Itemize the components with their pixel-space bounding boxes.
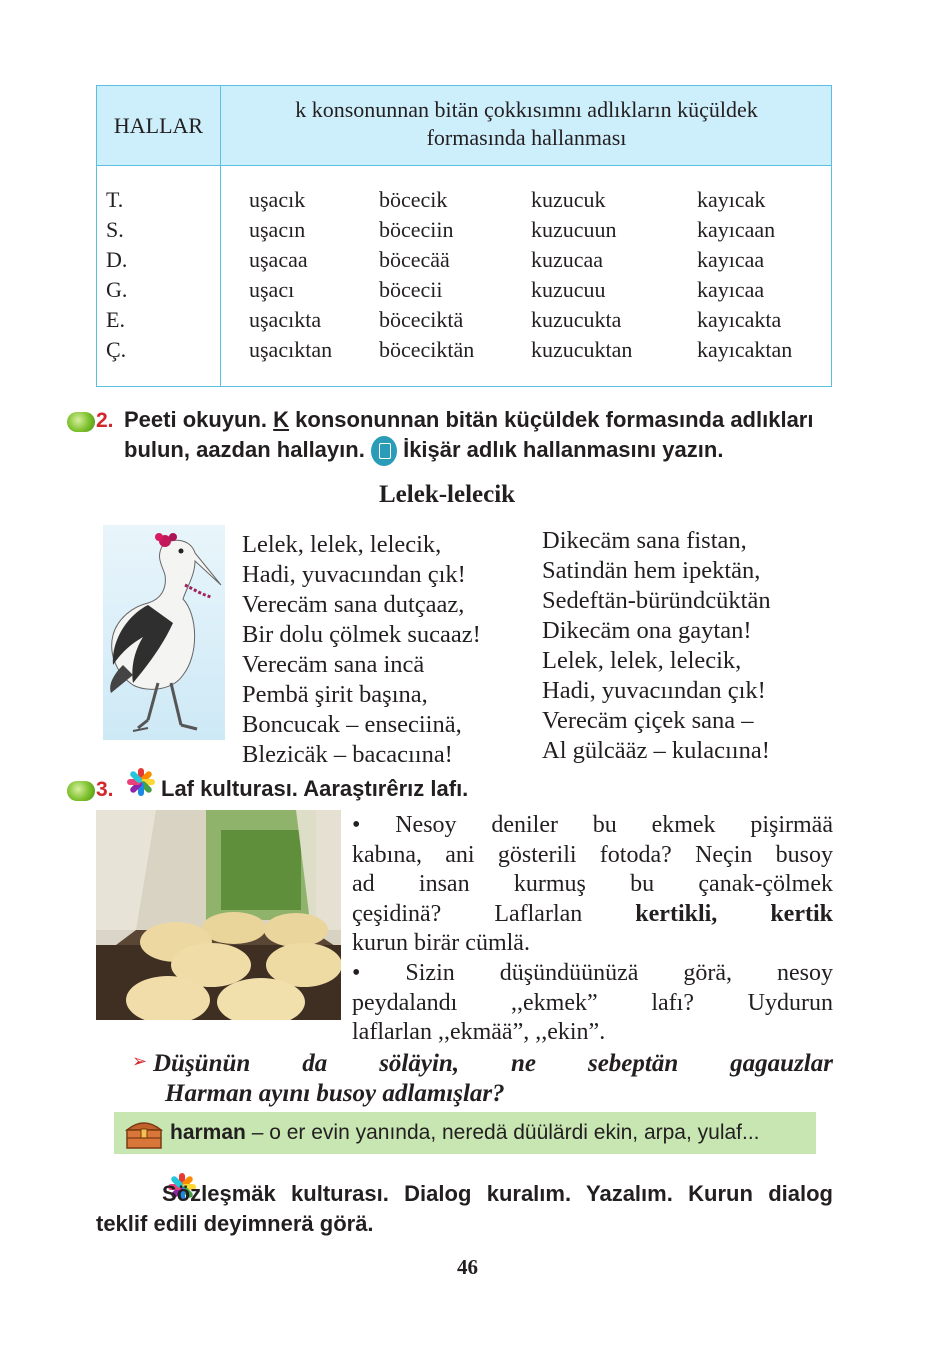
case-label: Ç. bbox=[106, 337, 127, 362]
paragraph-line bbox=[352, 870, 833, 900]
table-cell: uşacıktan bbox=[249, 337, 333, 362]
table-header-title bbox=[222, 96, 831, 152]
stork-illustration bbox=[103, 525, 225, 740]
table-cell: uşacık bbox=[249, 187, 306, 212]
table-cell: kuzucaa bbox=[531, 247, 604, 272]
poem-line: Verecäm çiçek sana – bbox=[542, 707, 754, 734]
table-header-title-line2: formasında hallanması bbox=[426, 125, 627, 150]
paragraph-text: laflarlan ,,ekmää”, ,,ekin”. bbox=[352, 1019, 606, 1046]
table-cell: böceciktä bbox=[379, 307, 464, 332]
table-cell: kayıcaktan bbox=[697, 337, 793, 362]
exercise-2-text-c: bulun, aazdan hallayın. bbox=[124, 437, 365, 462]
exercise-2-k-letter: K bbox=[273, 407, 290, 432]
paragraph-text: kurun birär cümlä. bbox=[352, 930, 530, 957]
exercise-bullet-icon bbox=[67, 412, 95, 432]
poem-title: Lelek-lelecik bbox=[379, 481, 516, 508]
case-label: G. bbox=[106, 277, 128, 302]
glossary-term: harman bbox=[170, 1121, 246, 1144]
poem-line: Verecäm sana incä bbox=[242, 651, 425, 678]
exercise-3-title: Laf kulturası. Aaraştırêrız lafı. bbox=[161, 776, 469, 801]
arrow-bullet-icon: ➢ bbox=[132, 1051, 148, 1072]
poem-right-column bbox=[542, 526, 771, 766]
exercise-2-instruction bbox=[124, 405, 844, 466]
bread-photo-illustration bbox=[96, 810, 341, 1020]
table-cell: uşacaa bbox=[249, 247, 308, 272]
glossary-definition: – o er evin yanında, neredä düülärdi ekin, arpa, yulaf... bbox=[245, 1121, 760, 1144]
poem-line: Satindän hem ipektän, bbox=[542, 557, 761, 584]
table-cell: böcecik bbox=[379, 187, 448, 212]
exercise-3-number: 3. bbox=[96, 778, 114, 801]
paragraph-text: ad insan kurmuş bu çanak-çölmek bbox=[352, 871, 833, 898]
declension-table bbox=[96, 85, 832, 387]
table-header-cases: HALLAR bbox=[113, 112, 204, 138]
table-cell: kayıcakta bbox=[697, 307, 782, 332]
table-header-title-line1: k konsonunnan bitän çokkısımnı adlıkların küçüldek bbox=[295, 97, 758, 122]
poem-line: Dikecäm ona gaytan! bbox=[542, 617, 752, 644]
poem-line: Hadi, yuvacıından çık! bbox=[242, 561, 466, 588]
poem-line: Boncucak – enseciinä, bbox=[242, 711, 462, 738]
table-cell: böceciin bbox=[379, 217, 454, 242]
exercise-2-text-b: konsonunnan bitän küçüldek formasında adlıkları bbox=[289, 407, 814, 432]
poem-left-column bbox=[242, 530, 481, 770]
case-label: T. bbox=[106, 187, 124, 212]
table-divider bbox=[220, 86, 221, 386]
chest-icon-svg bbox=[124, 1116, 164, 1150]
table-cell: kuzucukta bbox=[531, 307, 622, 332]
paragraph-line bbox=[352, 1018, 833, 1048]
paragraph-line bbox=[352, 900, 833, 930]
question-line2: Harman ayını busoy adlamışlar? bbox=[165, 1080, 505, 1107]
flower-icon bbox=[125, 766, 157, 798]
table-cell: uşacıkta bbox=[249, 307, 322, 332]
paragraph-text: kabına, ani gösterili fotoda? Neçin busoy bbox=[352, 841, 833, 868]
table-cell: böcecii bbox=[379, 277, 443, 302]
poem-line: Blezicäk – bacacıına! bbox=[242, 741, 453, 768]
table-cell: kuzucuktan bbox=[531, 337, 633, 362]
table-cell: kuzucuk bbox=[531, 187, 606, 212]
paragraph-line bbox=[352, 841, 833, 871]
paragraph-line bbox=[352, 989, 833, 1019]
table-cell: böceciktän bbox=[379, 337, 475, 362]
paragraph-text: • Sizin düşündüünüzä görä, nesoy bbox=[352, 959, 833, 986]
exercise-bullet-icon bbox=[67, 781, 95, 801]
exercise-3-paragraph bbox=[352, 811, 833, 1048]
exercise-2-number: 2. bbox=[96, 409, 114, 432]
poem-line: Al gülcääz – kulacıına! bbox=[542, 737, 770, 764]
table-cell: böcecää bbox=[379, 247, 450, 272]
case-label: E. bbox=[106, 307, 125, 332]
table-cell: kayıcak bbox=[697, 187, 766, 212]
paragraph-text: • Nesoy deniler bu ekmek pişirmää bbox=[352, 812, 833, 838]
table-cell: kuzucuu bbox=[531, 277, 606, 302]
poem-line: Lelek, lelek, lelecik, bbox=[542, 647, 742, 674]
table-cell: kayıcaa bbox=[697, 277, 765, 302]
table-cell: uşacın bbox=[249, 217, 306, 242]
paragraph-text: çeşidinä? Laflarlan bbox=[352, 900, 636, 927]
paragraph-bold-words: kertikli, kertik bbox=[635, 900, 833, 927]
table-cell: kayıcaan bbox=[697, 217, 776, 242]
dialog-line2: teklif edili deyimnerä görä. bbox=[96, 1211, 374, 1236]
paragraph-line bbox=[352, 811, 833, 841]
exercise-2-line1 bbox=[124, 405, 844, 435]
table-cell: kayıcaa bbox=[697, 247, 765, 272]
poem-line: Hadi, yuvacıından çık! bbox=[542, 677, 766, 704]
poem-line: Lelek, lelek, lelecik, bbox=[242, 531, 442, 558]
case-label: D. bbox=[106, 247, 128, 272]
poem-line: Dikecäm sana fistan, bbox=[542, 527, 747, 554]
paragraph-line bbox=[352, 959, 833, 989]
exercise-2-line2 bbox=[124, 435, 844, 466]
exercise-2-text-d: İkişär adlık hallanmasını yazın. bbox=[403, 437, 724, 462]
stork-image bbox=[103, 525, 225, 740]
paragraph-text: peydalandı ,,ekmek” lafı? Uydurun bbox=[352, 989, 833, 1016]
page-number: 46 bbox=[457, 1255, 478, 1279]
notebook-icon bbox=[371, 436, 397, 466]
chest-icon bbox=[124, 1116, 164, 1150]
table-cell: uşacı bbox=[249, 277, 295, 302]
poem-line: Bir dolu çölmek sucaaz! bbox=[242, 621, 481, 648]
glossary-entry bbox=[170, 1121, 760, 1145]
table-cell: kuzucuun bbox=[531, 217, 617, 242]
case-label: S. bbox=[106, 217, 124, 242]
dialog-line1: Sözleşmäk kulturası. Dialog kuralım. Yazalım. Kurun dialog bbox=[162, 1181, 833, 1206]
bread-photo bbox=[96, 810, 341, 1020]
poem-line: Pembä şirit başına, bbox=[242, 681, 428, 708]
exercise-2-text-a: Peeti okuyun. bbox=[124, 407, 274, 432]
poem-line: Sedeftän-büründcüktän bbox=[542, 587, 771, 614]
question-line1: Düşünün da söläyin, ne sebeptän gagauzlar bbox=[153, 1050, 833, 1077]
poem-line: Verecäm sana dutçaaz, bbox=[242, 591, 465, 618]
paragraph-line bbox=[352, 929, 833, 959]
